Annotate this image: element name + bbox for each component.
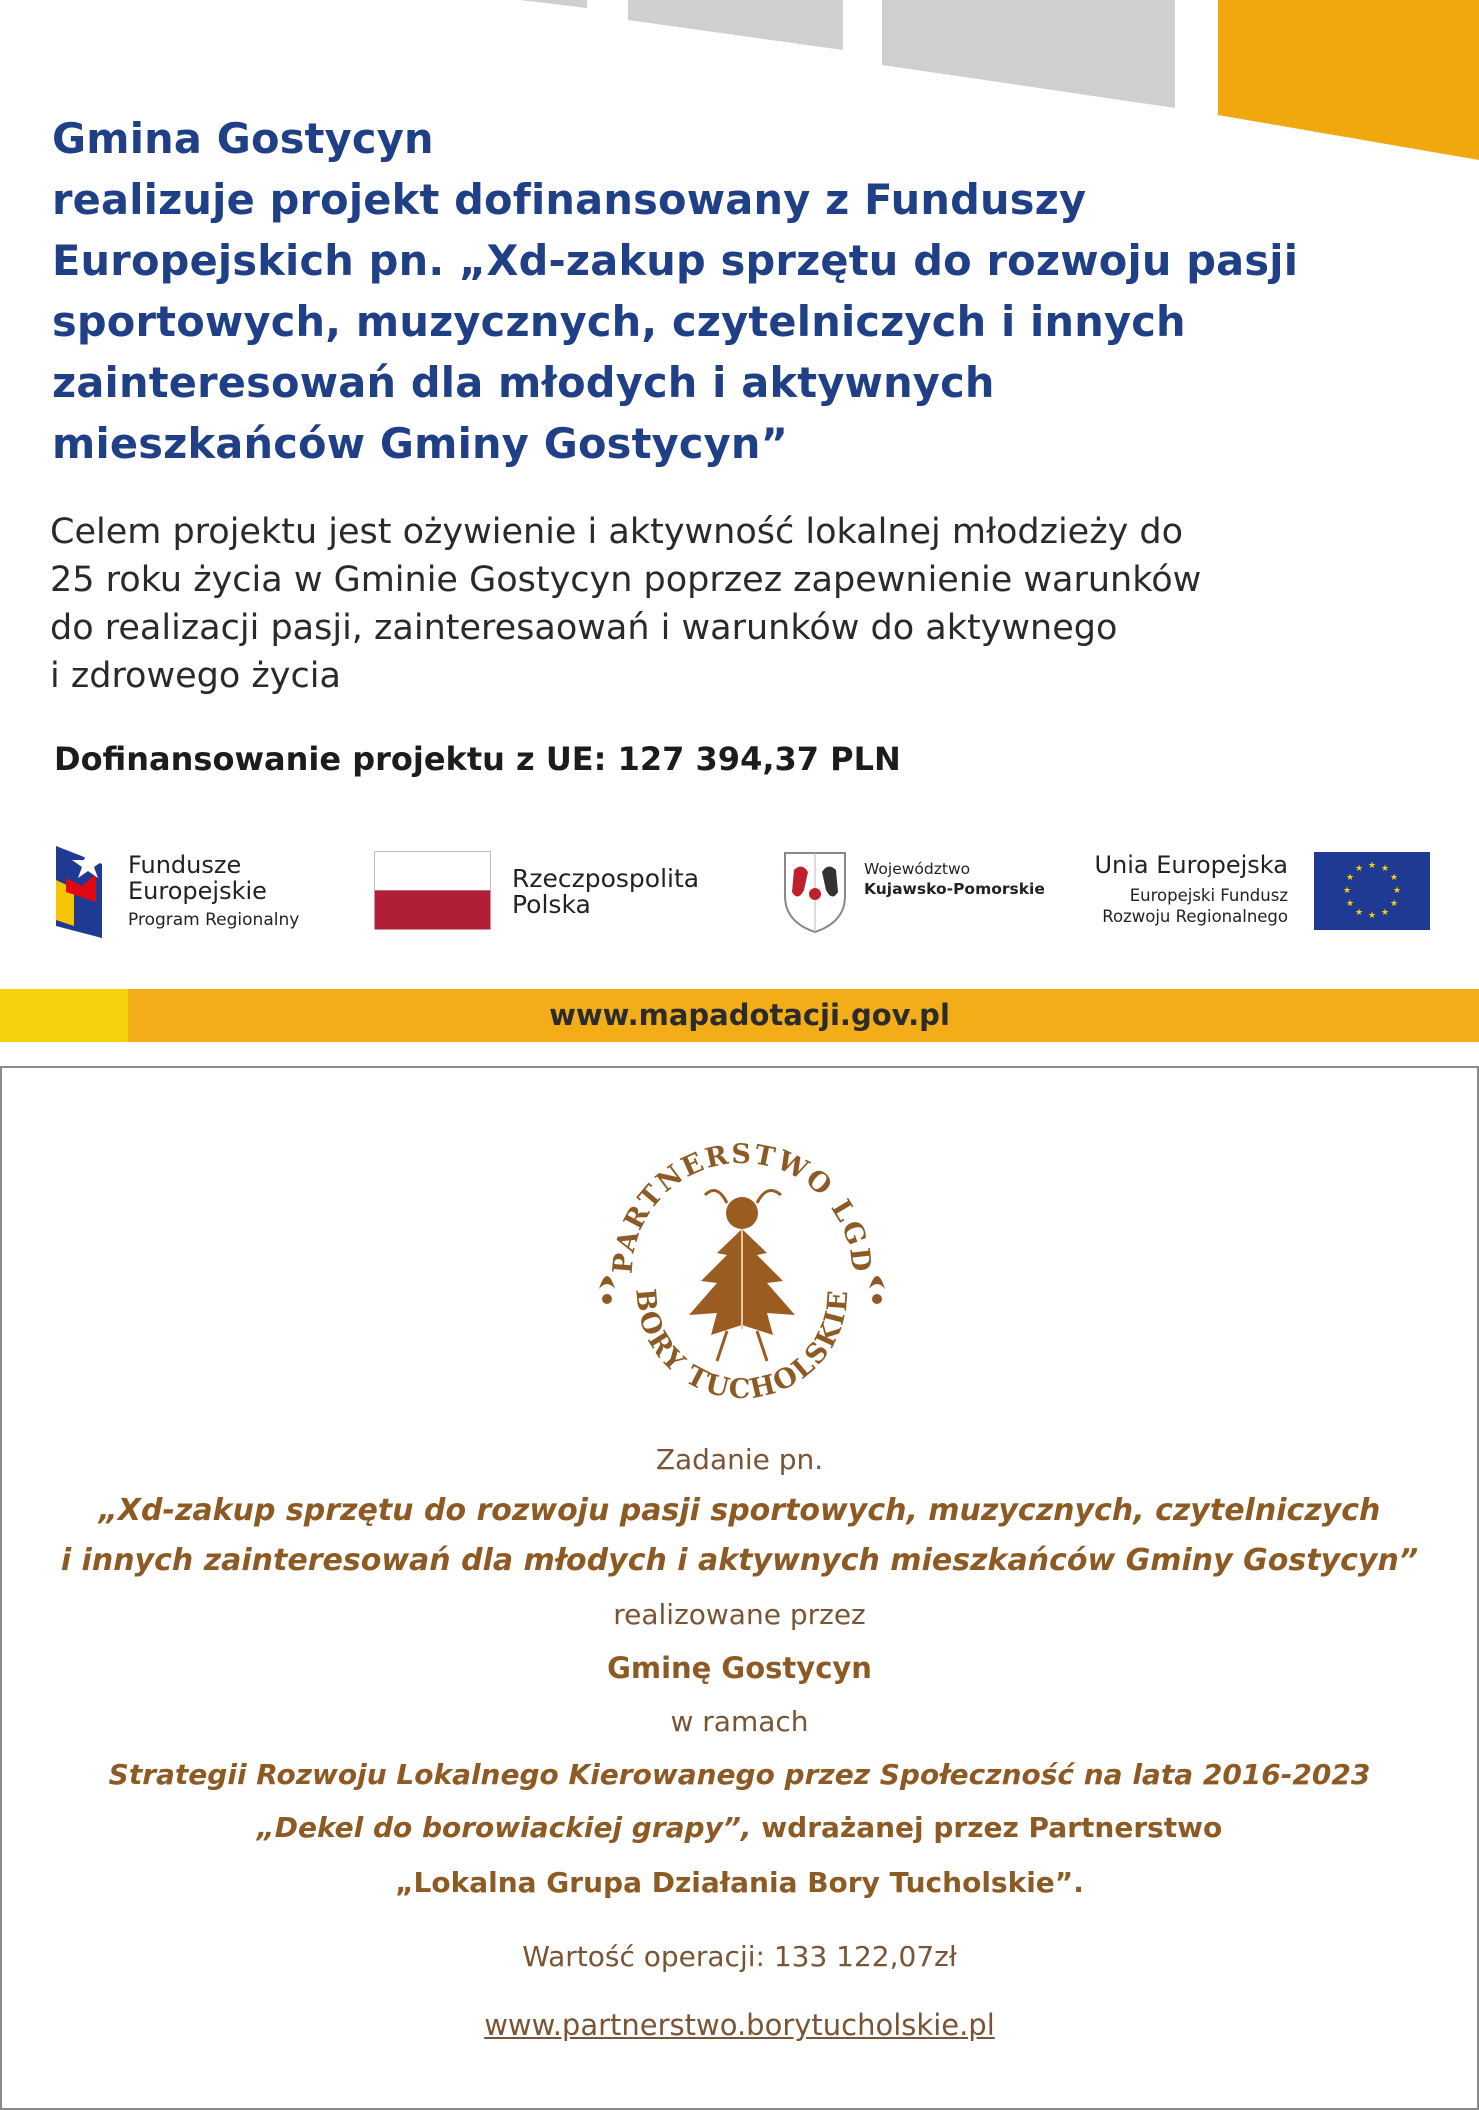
- svg-text:★: ★: [1367, 911, 1377, 921]
- funding-amount: Dofinansowanie projektu z UE: 127 394,37 PLN: [54, 740, 901, 778]
- svg-text:★: ★: [1354, 908, 1364, 918]
- headline-line: Europejskich pn. „Xd-zakup sprzętu do rozwoju pasji: [52, 236, 1299, 285]
- fe-label-2: Europejskie: [128, 877, 267, 905]
- svg-text:★: ★: [1380, 908, 1390, 918]
- eu-flag-icon: [1314, 852, 1430, 930]
- lgd-emblem-logo: [577, 1103, 907, 1433]
- ue-label-3: Rozwoju Regionalnego: [1102, 907, 1288, 926]
- svg-text:★: ★: [1367, 861, 1377, 871]
- dekel-italic: „Dekel do borowiackiej grapy”,: [256, 1811, 752, 1844]
- polish-flag-icon: [374, 851, 492, 931]
- headline-line: zainteresowań dla młodych i aktywnych: [52, 358, 995, 407]
- partnerstwo-link[interactable]: www.partnerstwo.borytucholskie.pl: [484, 2008, 995, 2042]
- description-line: Celem projektu jest ożywienie i aktywność lokalnej młodzieży do: [50, 512, 1184, 552]
- ue-label-1: Unia Europejska: [1094, 851, 1288, 879]
- fe-label-1: Fundusze: [128, 851, 242, 879]
- task-title-line-1: „Xd-zakup sprzętu do rozwoju pasji sportowych, muzycznych, czytelniczych: [98, 1493, 1381, 1528]
- fundusze-europejskie-logo: [52, 840, 372, 950]
- oak-leaf-figure-icon: [689, 1191, 795, 1362]
- footer-bar: [0, 989, 1479, 1042]
- dekel-line: [2, 1811, 1477, 1844]
- description-line: do realizacji pasji, zainteresaowań i warunków do aktywnego: [50, 608, 1118, 648]
- lgd-info-panel: [0, 1066, 1479, 2110]
- dekel-rest: wdrażanej przez Partnerstwo: [751, 1811, 1223, 1844]
- svg-text:★: ★: [1380, 864, 1390, 874]
- headline-line: realizuje projekt dofinansowany z Funduszy: [52, 175, 1087, 224]
- project-headline: [52, 108, 1382, 474]
- headline-line: sportowych, muzycznych, czytelniczych i innych: [52, 297, 1186, 346]
- kp-label-1: Województwo: [864, 860, 971, 878]
- rp-label-2: Polska: [512, 890, 591, 919]
- svg-text:★: ★: [1389, 899, 1399, 909]
- logo-strip: [0, 840, 1479, 950]
- coat-of-arms-icon: [782, 850, 848, 934]
- fe-star-icon: [52, 840, 108, 940]
- emblem-arc-top: PARTNERSTWO LGD: [607, 1138, 877, 1275]
- operation-value: Wartość operacji: 133 122,07zł: [522, 1940, 957, 1973]
- rp-label-1: Rzeczpospolita: [512, 864, 700, 893]
- kujawsko-pomorskie-logo: [780, 840, 1045, 950]
- svg-text:★: ★: [1345, 873, 1355, 883]
- strategy-name: Strategii Rozwoju Lokalnego Kierowanego przez Społeczność na lata 2016-2023: [108, 1758, 1371, 1791]
- svg-text:★: ★: [1342, 886, 1352, 896]
- ue-label-2: Europejski Fundusz: [1129, 886, 1288, 905]
- lgd-name: „Lokalna Grupa Działania Bory Tucholskie”.: [395, 1866, 1084, 1899]
- zadanie-label: Zadanie pn.: [655, 1443, 824, 1476]
- realizowane-label: realizowane przez: [613, 1598, 866, 1631]
- svg-text:★: ★: [1389, 873, 1399, 883]
- emblem-arc-bottom: BORY TUCHOLSKIE: [629, 1287, 855, 1406]
- description-line: 25 roku życia w Gminie Gostycyn poprzez zapewnienie warunków: [50, 560, 1202, 600]
- project-info-panel: [0, 0, 1479, 1042]
- headline-line: mieszkańców Gminy Gostycyn”: [52, 419, 789, 468]
- rzeczpospolita-polska-logo: [372, 840, 732, 950]
- project-description: [50, 508, 1350, 700]
- svg-text:★: ★: [1354, 864, 1364, 874]
- svg-text:★: ★: [1392, 886, 1402, 896]
- svg-text:★: ★: [1345, 899, 1355, 909]
- headline-line: Gmina Gostycyn: [52, 114, 434, 163]
- kp-label-2: Kujawsko-Pomorskie: [864, 880, 1045, 898]
- description-line: i zdrowego życia: [50, 656, 341, 696]
- mapadotacji-link[interactable]: www.mapadotacji.gov.pl: [549, 998, 950, 1032]
- fe-label-3: Program Regionalny: [128, 910, 300, 930]
- unia-europejska-logo: [1070, 840, 1430, 950]
- w-ramach-label: w ramach: [670, 1705, 809, 1738]
- task-title-line-2: i innych zainteresowań dla młodych i aktywnych mieszkańców Gminy Gostycyn”: [60, 1543, 1419, 1578]
- gmina-name: Gminę Gostycyn: [607, 1651, 872, 1685]
